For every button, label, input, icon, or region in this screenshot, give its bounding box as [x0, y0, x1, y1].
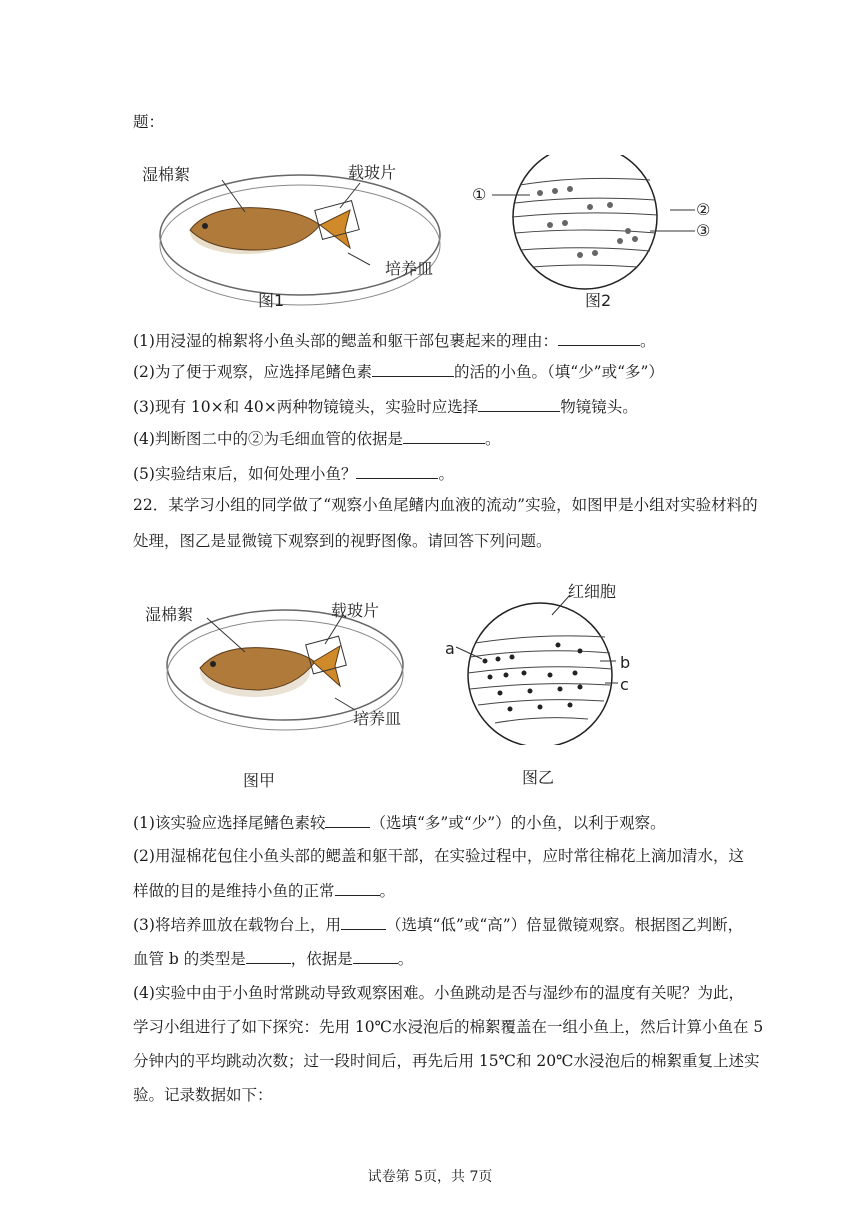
figure-2: [470, 155, 720, 320]
q22-part-3-line-2: 血管 b 的类型是 ，依据是 。: [133, 950, 414, 968]
figjia-caption: 图甲: [243, 771, 276, 790]
figure-1: [142, 150, 470, 320]
q22-part-4-line-2: 学习小组进行了如下探究：先用 10℃水浸泡后的棉絮覆盖在一组小鱼上，然后计算小鱼在 5: [133, 1018, 764, 1036]
answer-blank[interactable]: [356, 463, 438, 479]
figjia-label-slide: 载玻片: [331, 601, 380, 620]
q22-part-2-line-1: (2)用湿棉花包住小鱼头部的鳃盖和躯干部，在实验过程中，应时常往棉花上滴加清水，这: [133, 847, 744, 865]
q22-part-1: (1)该实验应选择尾鳍色素较 （选填“多”或“少”）的小鱼，以利于观察。: [133, 814, 666, 832]
answer-blank[interactable]: [478, 396, 560, 412]
figjia-label-dish: 培养皿: [353, 709, 402, 728]
answer-blank[interactable]: [325, 812, 370, 828]
q22-part-4-line-3: 分钟内的平均跳动次数；过一段时间后，再先后用 15℃和 20℃水浸泡后的棉絮重复上述实: [133, 1052, 760, 1070]
q22-stem-line-1: 22．某学习小组的同学做了“观察小鱼尾鳍内血液的流动”实验，如图甲是小组对实验材料的: [133, 496, 758, 514]
fig2-caption: 图2: [585, 291, 612, 310]
fig1-label-dish: 培养皿: [385, 259, 434, 278]
figyi-label-rbc: 红细胞: [568, 582, 617, 601]
figyi-label-a: a: [445, 639, 455, 658]
q21-item-2: (2)为了便于观察，应选择尾鳍色素 的活的小鱼。（填“少”或“多”）: [133, 363, 664, 381]
q22-part-2-line-2: 样做的目的是维持小鱼的正常 。: [133, 882, 396, 900]
q21-item-4: (4)判断图二中的②为毛细血管的依据是 。: [133, 430, 501, 448]
q21-item-3: (3)现有 10×和 40×两种物镜镜头，实验时应选择 物镜镜头。: [133, 398, 638, 416]
fig2-marker-3: ③: [696, 221, 711, 240]
figure-yi: [440, 575, 640, 785]
answer-blank[interactable]: [335, 880, 380, 896]
answer-blank[interactable]: [246, 948, 291, 964]
figyi-label-c: c: [620, 675, 629, 694]
fig1-caption: 图1: [258, 291, 285, 310]
q22-part-3-line-1: (3)将培养皿放在载物台上，用 （选填“低”或“高”）倍显微镜观察。根据图乙判断，: [133, 916, 744, 934]
q22-part-4-line-1: (4)实验中由于小鱼时常跳动导致观察困难。小鱼跳动是否与湿纱布的温度有关呢？为此，: [133, 984, 744, 1002]
q21-item-5: (5)实验结束后，如何处理小鱼？ 。: [133, 465, 454, 483]
figyi-label-b: b: [620, 653, 631, 672]
intro-tail: 题：: [133, 113, 165, 131]
page-footer: 试卷第 5页，共 7页: [367, 1169, 493, 1185]
q22-stem-line-2: 处理，图乙是显微镜下观察到的视野图像。请回答下列问题。: [133, 532, 552, 550]
answer-blank[interactable]: [353, 948, 398, 964]
fig1-label-cotton: 湿棉絮: [142, 165, 191, 184]
answer-blank[interactable]: [341, 914, 386, 930]
answer-blank[interactable]: [403, 428, 485, 444]
q22-part-4-line-4: 验。记录数据如下：: [133, 1086, 273, 1104]
fig2-marker-2: ②: [696, 200, 711, 219]
fish-dish-illustration: [150, 150, 470, 320]
q21-item-1: (1)用浸湿的棉絮将小鱼头部的鳃盖和躯干部包裹起来的理由： 。: [133, 332, 656, 350]
fig2-marker-1: ①: [472, 185, 487, 204]
figjia-label-cotton: 湿棉絮: [145, 605, 194, 624]
figure-jia: [145, 590, 435, 790]
answer-blank[interactable]: [558, 330, 640, 346]
figyi-caption: 图乙: [522, 768, 555, 787]
answer-blank[interactable]: [372, 361, 454, 377]
fig1-label-slide: 载玻片: [348, 163, 397, 182]
